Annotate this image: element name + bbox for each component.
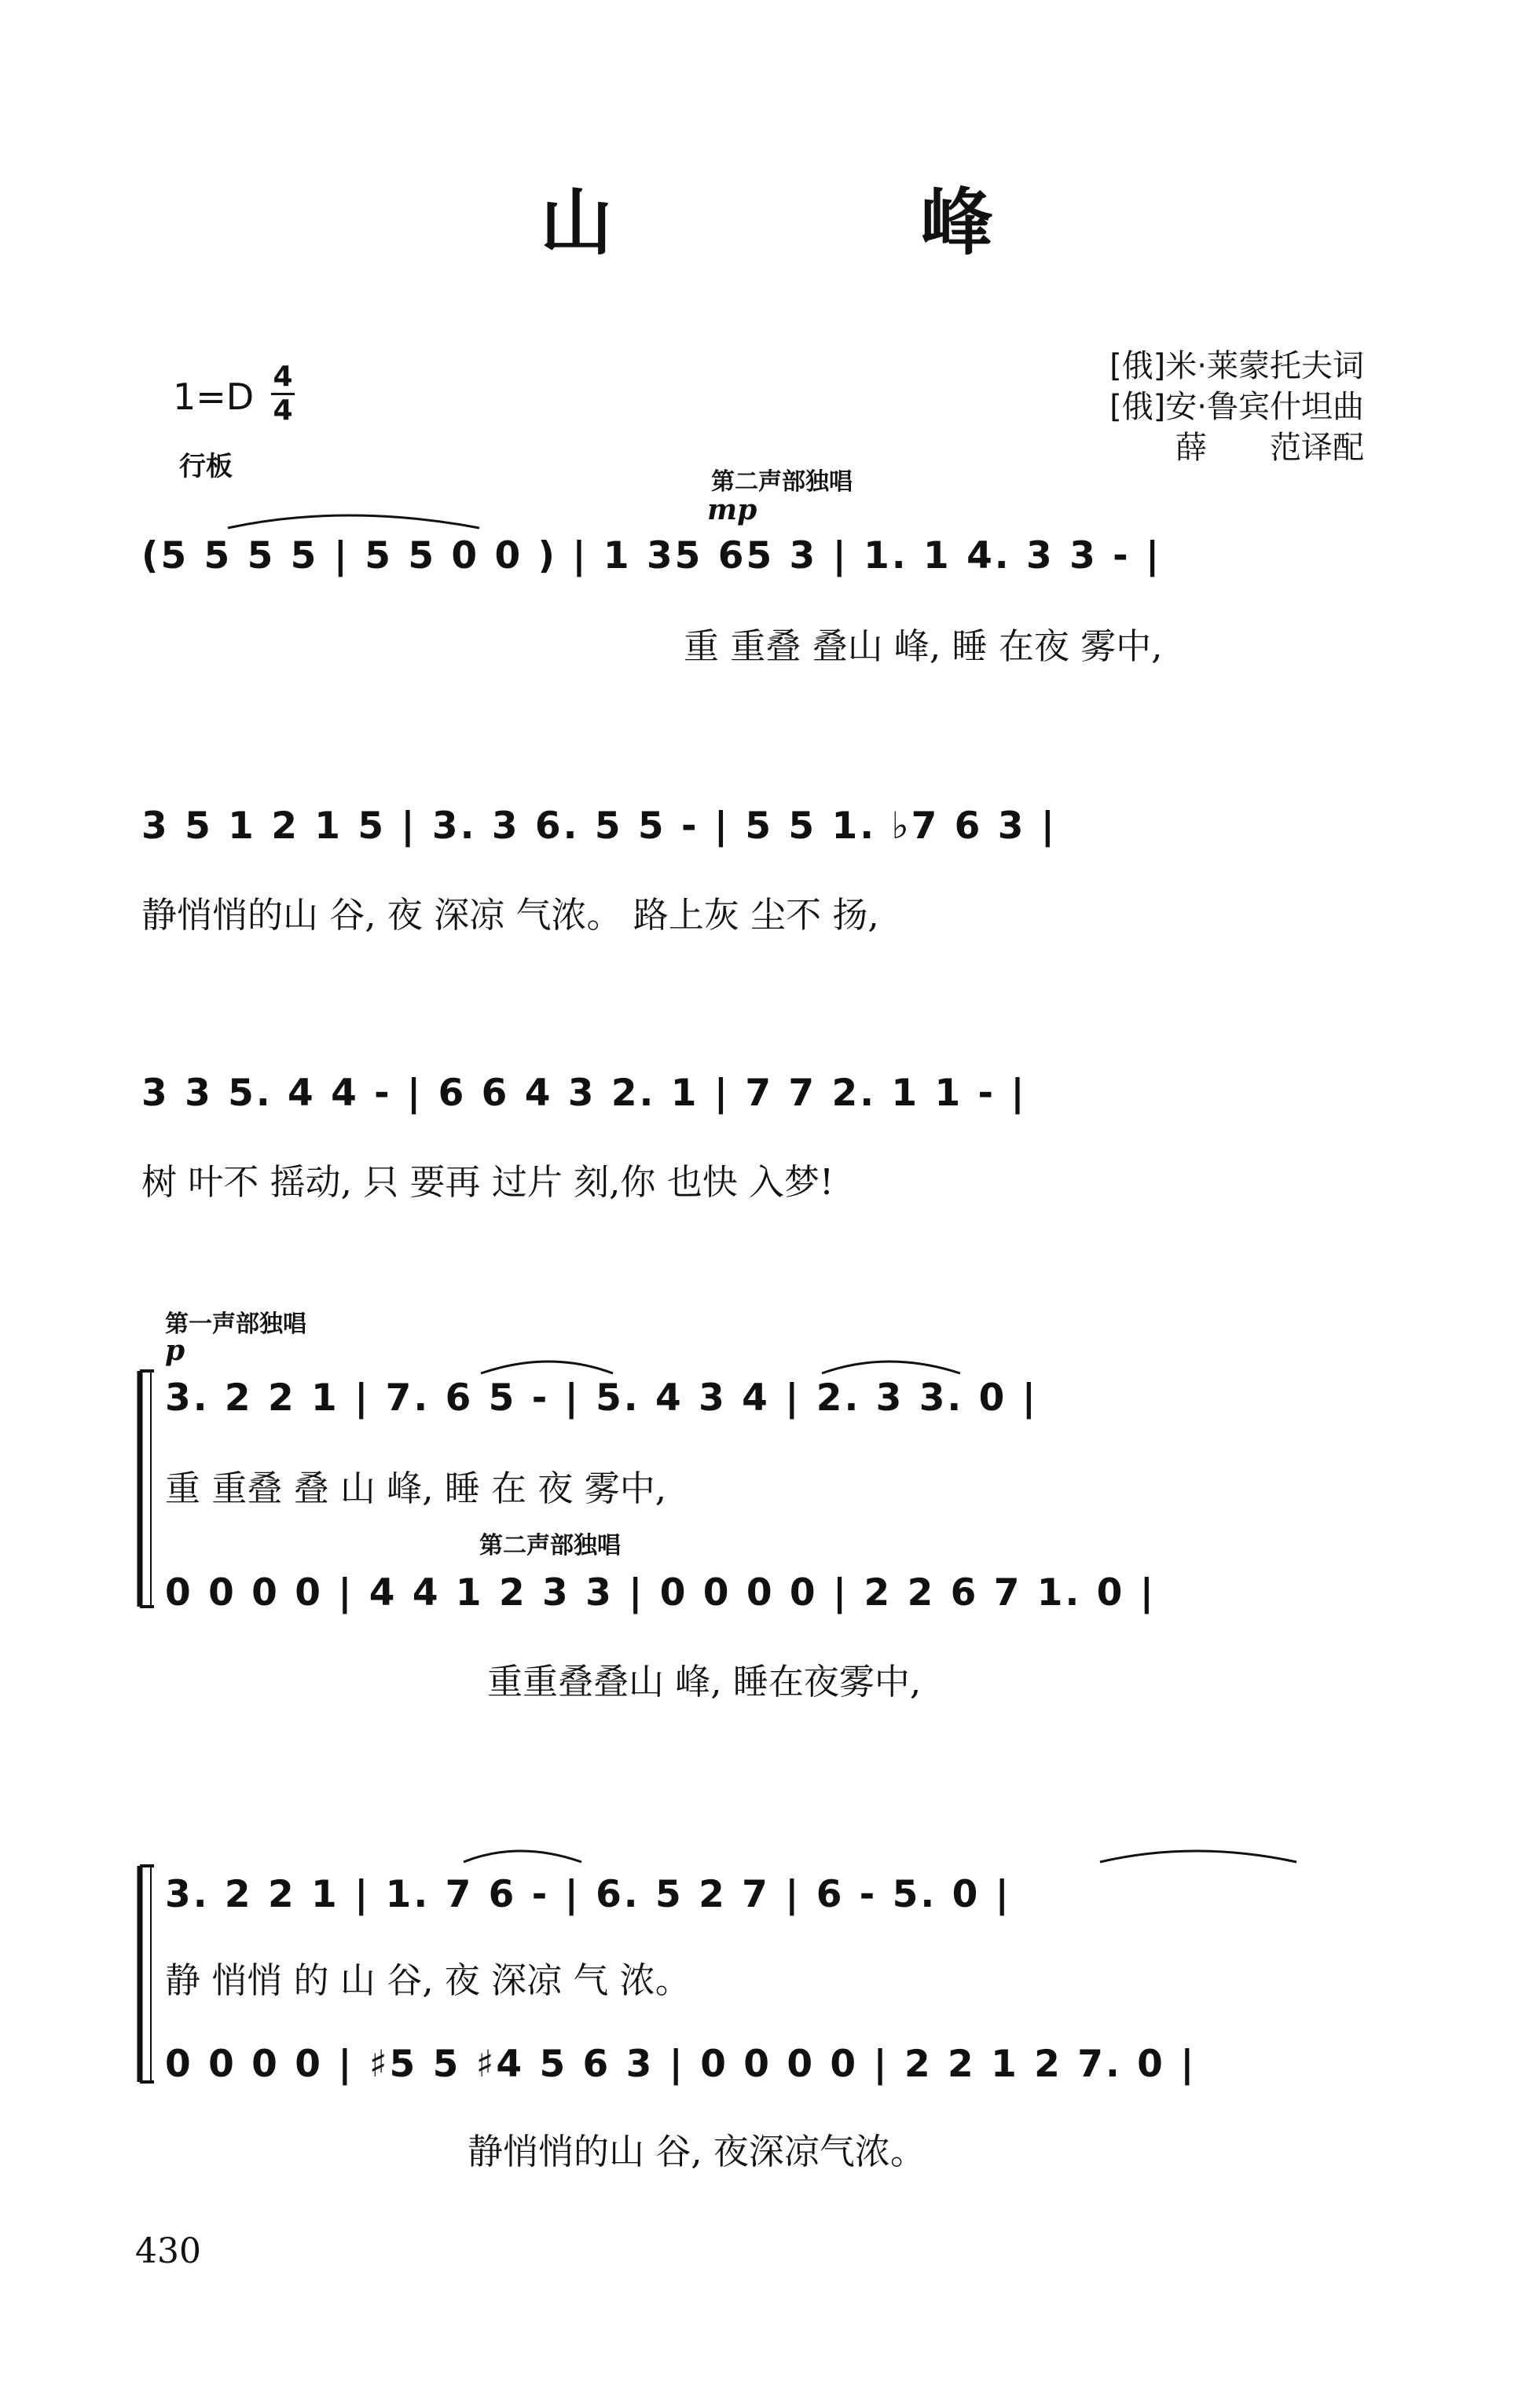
notation-line: 3 3 5. 4 4 - | 6 6 4 3 2. 1 | 7 7 2. 1 1 - | [141, 1072, 1027, 1115]
lyrics-line-lower: 静悄悄的山 谷, 夜深凉气浓。 [468, 2131, 926, 2172]
page-title: 山 峰 [540, 180, 1111, 265]
notation-line-lower: 0 0 0 0 | ♯5 5 ♯4 5 6 3 | 0 0 0 0 | 2 2 1 2 7. 0 | [165, 2043, 1197, 2086]
notation-line-upper: 3. 2 2 1 | 7. 6 5 - | 5. 4 3 4 | 2. 3 3. 0 | [165, 1376, 1038, 1420]
lyricist-credit: [俄]米·莱蒙托夫词 [1109, 348, 1364, 384]
lyrics-line-upper: 重 重叠 叠 山 峰, 睡 在 夜 雾中, [165, 1468, 667, 1509]
notation-line-upper: 3. 2 2 1 | 1. 7 6 - | 6. 5 2 7 | 6 - 5. 0 | [165, 1873, 1011, 1916]
notation-line-lower: 0 0 0 0 | 4 4 1 2 3 3 | 0 0 0 0 | 2 2 6 7 1. 0 | [165, 1571, 1156, 1614]
dynamic-marking: mp [707, 493, 757, 526]
part-label: 第二声部独唱 [479, 1532, 621, 1560]
lyrics-line: 树 叶不 摇动, 只 要再 过片 刻,你 也快 入梦! [141, 1161, 834, 1203]
key-signature: 1=D [173, 376, 255, 418]
lyrics-line: 重 重叠 叠山 峰, 睡 在夜 雾中, [684, 625, 1163, 667]
notation-line: (5 5 5 5 | 5 5 0 0 ) | 1 35 65 3 | 1. 1 4. 3 3 - | [141, 534, 1162, 577]
page-number: 430 [135, 2231, 201, 2271]
lyrics-line-lower: 重重叠叠山 峰, 睡在夜雾中, [487, 1661, 922, 1702]
part-label: 第一声部独唱 [165, 1310, 306, 1338]
tempo-marking: 行板 [179, 451, 233, 482]
composer-credit: [俄]安·鲁宾什坦曲 [1109, 389, 1364, 425]
time-signature-bottom: 4 [273, 394, 293, 427]
notation-line: 3 5 1 2 1 5 | 3. 3 6. 5 5 - | 5 5 1. ♭7 6 3 | [141, 804, 1057, 848]
lyrics-line: 静悄悄的山 谷, 夜 深凉 气浓。 路上灰 尘不 扬, [141, 894, 879, 936]
translator-credit: 薛 范译配 [1175, 430, 1364, 466]
part-label: 第二声部独唱 [711, 468, 853, 496]
dynamic-marking: p [165, 1334, 185, 1367]
time-signature-top: 4 [273, 361, 293, 393]
lyrics-line-upper: 静 悄悄 的 山 谷, 夜 深凉 气 浓。 [165, 1959, 691, 2001]
